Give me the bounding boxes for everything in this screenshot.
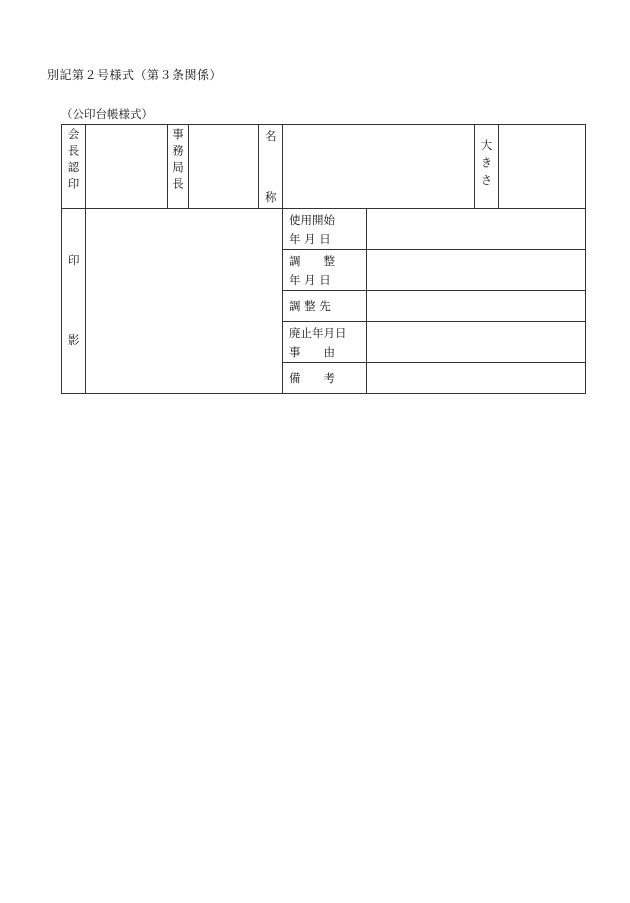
shiyou-kaishi-field[interactable]: [367, 209, 586, 250]
chousei-field[interactable]: [367, 250, 586, 291]
haishi-label-line1: 廃止年月日: [289, 326, 347, 340]
meisho-label-top: 名: [265, 129, 277, 143]
haishi-label-line2: 事 由: [289, 345, 335, 359]
inei-label-char1: 印: [68, 253, 80, 267]
chousei-label: [283, 250, 367, 291]
shiyou-kaishi-row: [62, 209, 586, 250]
ookisa-label-cell: [475, 125, 499, 209]
ookisa-label: 大きさ: [479, 138, 494, 192]
jimukyokucho-seal-field[interactable]: [189, 125, 259, 209]
kaicho-label-cell: [62, 125, 86, 209]
haishi-field[interactable]: [367, 322, 586, 363]
chouseisaki-label: 調 整 先: [283, 291, 367, 322]
shiyou-kaishi-label-line1: 使用開始: [289, 213, 335, 227]
inei-label-cell: [62, 209, 86, 394]
seal-ledger-table: [61, 124, 586, 394]
bikou-field[interactable]: [367, 363, 586, 394]
kaicho-label: 会長認印: [66, 128, 81, 194]
meisho-field[interactable]: [283, 125, 475, 209]
shiyou-kaishi-label-line2: 年 月 日: [289, 232, 331, 246]
inei-label-char2: 影: [68, 333, 80, 347]
shiyou-kaishi-label: [283, 209, 367, 250]
haishi-label: [283, 322, 367, 363]
chouseisaki-field[interactable]: [367, 291, 586, 322]
inei-impression-area[interactable]: [86, 209, 283, 394]
form-heading: 別記第２号様式（第３条関係）: [47, 68, 223, 82]
meisho-label-cell: [259, 125, 283, 209]
header-row: [62, 125, 586, 209]
ookisa-field[interactable]: [499, 125, 586, 209]
jimukyokucho-label: 事務局長: [171, 128, 185, 194]
chousei-label-line1: 調 整: [289, 254, 335, 268]
jimukyokucho-label-cell: [168, 125, 189, 209]
meisho-label-bottom: 称: [265, 190, 277, 204]
chousei-label-line2: 年 月 日: [289, 273, 331, 287]
kaicho-seal-field[interactable]: [86, 125, 168, 209]
bikou-label: 備 考: [283, 363, 367, 394]
form-subheading: （公印台帳様式）: [61, 107, 153, 121]
